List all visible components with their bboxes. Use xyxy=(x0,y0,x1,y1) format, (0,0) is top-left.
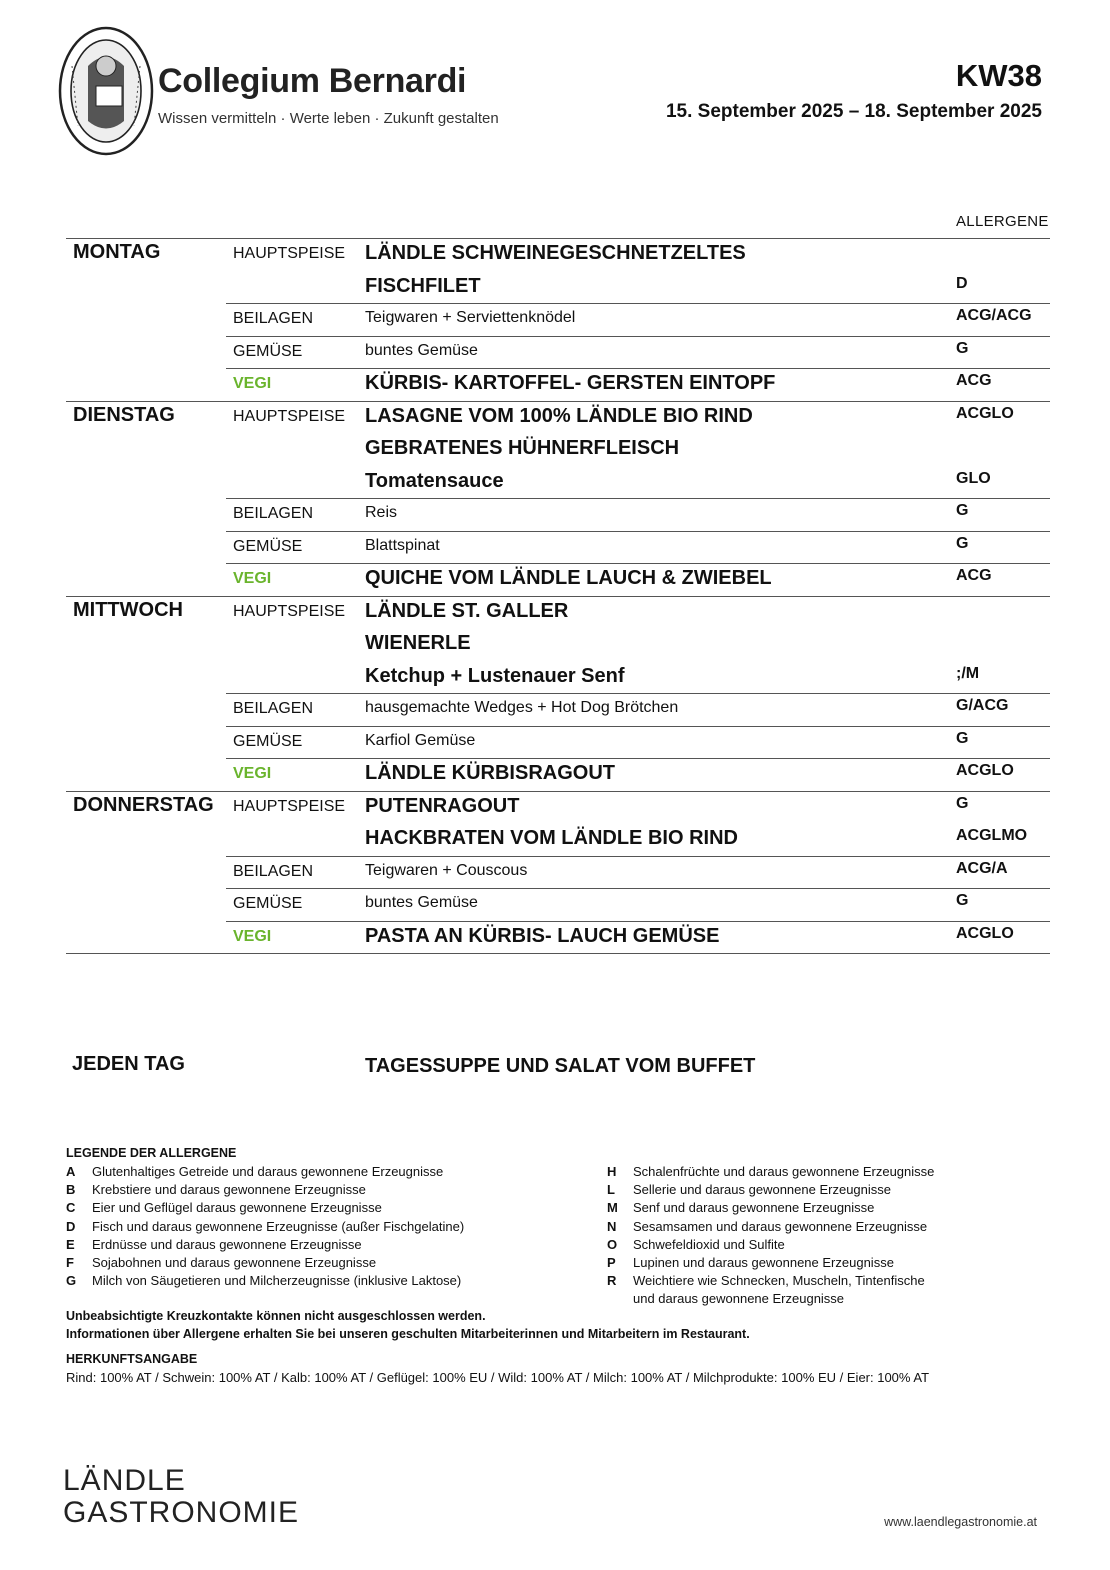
legend-key: C xyxy=(66,1200,76,1216)
legend-key: P xyxy=(607,1255,616,1270)
legend-text: Schalenfrüchte und daraus gewonnene Erzeugnisse xyxy=(633,1164,935,1179)
row-divider xyxy=(66,596,1050,597)
legend-key: H xyxy=(607,1164,617,1179)
legend-title: LEGENDE DER ALLERGENE xyxy=(66,1146,237,1160)
allergen-info-note: Informationen über Allergene erhalten Sie bei unseren geschulten Mitarbeiterinnen und Mitarbeitern im Restaurant. xyxy=(66,1327,750,1341)
row-divider xyxy=(226,921,1050,922)
legend-text: Weichtiere wie Schnecken, Muscheln, Tintenfische xyxy=(633,1273,925,1289)
allergen-codes: G xyxy=(956,794,969,812)
legend-text: Lupinen und daraus gewonnene Erzeugnisse xyxy=(633,1255,894,1270)
category-label: HAUPTSPEISE xyxy=(233,407,346,425)
day-label: DIENSTAG xyxy=(73,403,175,426)
legend-key: E xyxy=(66,1236,75,1252)
legend-text: Senf und daraus gewonnene Erzeugnisse xyxy=(633,1200,875,1216)
everyday-dish: TAGESSUPPE UND SALAT VOM BUFFET xyxy=(365,1055,756,1077)
allergen-codes: G xyxy=(956,892,969,909)
row-divider xyxy=(226,336,1050,337)
allergen-codes: G xyxy=(956,729,969,747)
cross-contact-note: Unbeabsichtigte Kreuzkontakte können nicht ausgeschlossen werden. xyxy=(66,1309,486,1323)
allergen-codes: ACG/A xyxy=(956,859,1008,877)
collegium-seal-logo xyxy=(58,26,154,156)
dish-name: QUICHE VOM LÄNDLE LAUCH & ZWIEBEL xyxy=(365,567,772,589)
row-divider xyxy=(226,303,1050,304)
dish-name: LÄNDLE ST. GALLER xyxy=(365,599,569,622)
allergene-column-header: ALLERGENE xyxy=(956,213,1049,230)
legend-key: F xyxy=(66,1255,74,1270)
allergen-codes: G xyxy=(956,502,969,519)
dish-name: LÄNDLE KÜRBISRAGOUT xyxy=(365,762,615,784)
dish-name: KÜRBIS- KARTOFFEL- GERSTEN EINTOPF xyxy=(365,372,776,394)
legend-text: Sojabohnen und daraus gewonnene Erzeugnisse xyxy=(92,1255,377,1270)
category-label: GEMÜSE xyxy=(233,537,303,555)
dish-name: GEBRATENES HÜHNERFLEISCH xyxy=(365,437,680,459)
legend-text: Fisch und daraus gewonnene Erzeugnisse (außer Fischgelatine) xyxy=(92,1218,465,1234)
footer-brand-line2: GASTRONOMIE xyxy=(63,1496,300,1529)
dish-name: Ketchup + Lustenauer Senf xyxy=(365,664,625,687)
dish-name: Blattspinat xyxy=(365,536,440,554)
row-divider xyxy=(66,791,1050,792)
date-range: 15. September 2025 – 18. September 2025 xyxy=(665,101,1042,122)
brand-tagline: Wissen vermitteln · Werte leben · Zukunft gestalten xyxy=(158,110,499,127)
category-label: GEMÜSE xyxy=(233,895,303,912)
allergen-codes: ACGLO xyxy=(956,762,1014,779)
allergen-codes: ACG xyxy=(956,567,992,584)
allergen-codes: ACGLO xyxy=(956,924,1014,942)
row-divider xyxy=(226,531,1050,532)
category-label: BEILAGEN xyxy=(233,862,314,880)
legend-text: Sesamsamen und daraus gewonnene Erzeugnisse xyxy=(633,1218,928,1234)
everyday-label: JEDEN TAG xyxy=(72,1053,185,1075)
legend-text: Eier und Geflügel daraus gewonnene Erzeugnisse xyxy=(92,1200,382,1216)
allergen-codes: G xyxy=(956,339,969,357)
row-divider xyxy=(66,401,1050,402)
category-label: VEGI xyxy=(233,765,272,782)
dish-name: PASTA AN KÜRBIS- LAUCH GEMÜSE xyxy=(365,924,720,947)
legend-key: R xyxy=(607,1273,617,1289)
legend-key: A xyxy=(66,1164,76,1179)
legend-key: G xyxy=(66,1273,77,1289)
row-divider xyxy=(226,563,1050,564)
legend-text: Erdnüsse und daraus gewonnene Erzeugnisse xyxy=(92,1236,362,1252)
dish-name: LÄNDLE SCHWEINEGESCHNETZELTES xyxy=(365,242,746,264)
brand-name: Collegium Bernardi xyxy=(158,62,467,100)
row-divider xyxy=(226,888,1050,889)
legend-key: B xyxy=(66,1182,76,1198)
category-label: HAUPTSPEISE xyxy=(233,797,346,815)
allergen-codes: GLO xyxy=(956,469,991,487)
allergen-codes: D xyxy=(956,274,968,292)
legend-text: Glutenhaltiges Getreide und daraus gewonnene Erzeugnisse xyxy=(92,1164,444,1179)
website-link[interactable]: www.laendlegastronomie.at xyxy=(884,1515,1037,1529)
legend-text: Sellerie und daraus gewonnene Erzeugnisse xyxy=(633,1182,892,1198)
legend-key: D xyxy=(66,1218,76,1234)
category-label: VEGI xyxy=(233,927,272,945)
row-divider xyxy=(226,726,1050,727)
day-label: MONTAG xyxy=(73,241,161,263)
dish-name: WIENERLE xyxy=(365,632,471,654)
row-divider xyxy=(226,368,1050,369)
row-divider xyxy=(226,693,1050,694)
dish-name: FISCHFILET xyxy=(365,274,481,297)
dish-name: LASAGNE VOM 100% LÄNDLE BIO RIND xyxy=(365,404,753,427)
category-label: HAUPTSPEISE xyxy=(233,602,346,620)
row-divider xyxy=(66,953,1050,954)
dish-name: Teigwaren + Serviettenknödel xyxy=(365,309,576,326)
category-label: GEMÜSE xyxy=(233,732,303,750)
dish-name: buntes Gemüse xyxy=(365,341,478,359)
category-label: VEGI xyxy=(233,375,272,392)
row-divider xyxy=(66,238,1050,239)
dish-name: Reis xyxy=(365,504,398,521)
laendle-gastronomie-logo xyxy=(63,1465,299,1529)
footer-brand-line1: LÄNDLE xyxy=(63,1464,186,1497)
day-label: MITTWOCH xyxy=(73,598,183,621)
allergen-codes: ;/M xyxy=(956,664,980,682)
category-label: BEILAGEN xyxy=(233,310,314,327)
legend-key: N xyxy=(607,1218,617,1234)
category-label: BEILAGEN xyxy=(233,505,314,522)
legend-text: und daraus gewonnene Erzeugnisse xyxy=(633,1291,845,1307)
legend-key: M xyxy=(607,1200,618,1216)
dish-name: Tomatensauce xyxy=(365,469,504,492)
row-divider xyxy=(226,758,1050,759)
allergen-codes: ACG xyxy=(956,372,992,389)
category-label: VEGI xyxy=(233,570,272,587)
calendar-week: KW38 xyxy=(955,58,1042,93)
dish-name: Teigwaren + Couscous xyxy=(365,861,528,879)
dish-name: PUTENRAGOUT xyxy=(365,794,520,817)
legend-text: Krebstiere und daraus gewonnene Erzeugnisse xyxy=(92,1182,366,1198)
row-divider xyxy=(226,856,1050,857)
allergen-codes: G xyxy=(956,534,969,552)
dish-name: buntes Gemüse xyxy=(365,894,478,911)
category-label: GEMÜSE xyxy=(233,342,303,360)
legend-key: O xyxy=(607,1236,618,1252)
dish-name: HACKBRATEN VOM LÄNDLE BIO RIND xyxy=(365,827,738,849)
allergen-codes: ACGLMO xyxy=(956,827,1028,844)
allergen-codes: ACG/ACG xyxy=(956,307,1032,324)
legend-key: L xyxy=(607,1182,615,1198)
origin-title: HERKUNFTSANGABE xyxy=(66,1352,198,1366)
row-divider xyxy=(226,498,1050,499)
allergen-codes: G/ACG xyxy=(956,697,1009,714)
legend-text: Schwefeldioxid und Sulfite xyxy=(633,1236,785,1252)
category-label: BEILAGEN xyxy=(233,700,314,717)
category-label: HAUPTSPEISE xyxy=(233,245,346,262)
dish-name: Karfiol Gemüse xyxy=(365,731,476,749)
legend-text: Milch von Säugetieren und Milcherzeugnisse (inklusive Laktose) xyxy=(92,1273,462,1289)
origin-text: Rind: 100% AT / Schwein: 100% AT / Kalb: 100% AT / Geflügel: 100% EU / Wild: 100% AT / Milch: 100% AT / Milchprodukte: 100% EU / Eier: 100% AT xyxy=(66,1370,930,1385)
allergen-codes: ACGLO xyxy=(956,404,1014,422)
day-label: DONNERSTAG xyxy=(73,793,214,816)
dish-name: hausgemachte Wedges + Hot Dog Brötchen xyxy=(365,699,679,716)
